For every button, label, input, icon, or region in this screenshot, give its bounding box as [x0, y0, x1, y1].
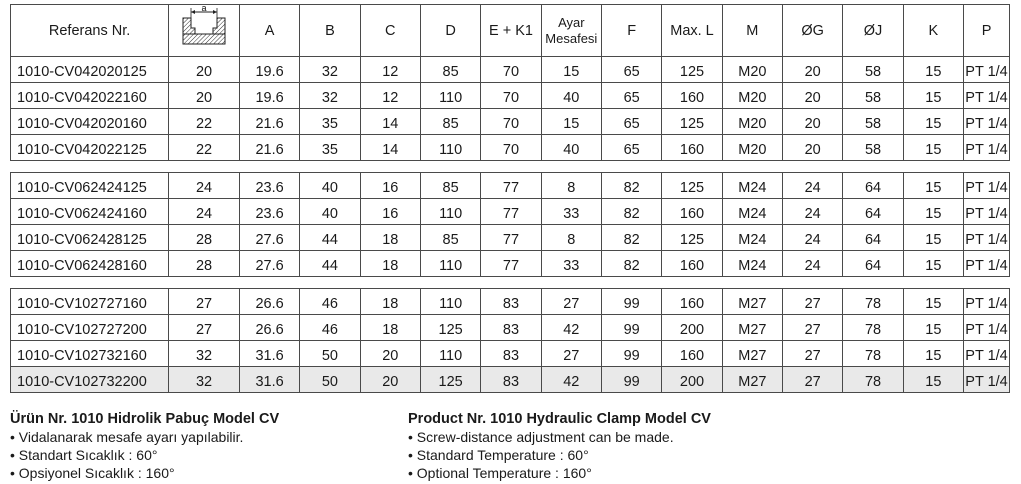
value-cell: PT 1/4 [964, 225, 1010, 251]
value-cell: 15 [903, 251, 963, 277]
reference-cell: 1010-CV062428125 [11, 225, 169, 251]
value-cell: 18 [360, 225, 420, 251]
value-cell: 20 [169, 83, 240, 109]
value-cell: 78 [843, 341, 903, 367]
header-ayar-line2: Mesafesi [545, 30, 598, 46]
table-row [11, 315, 1010, 341]
value-cell: 23.6 [239, 173, 299, 199]
value-cell: 160 [662, 83, 722, 109]
table-row [11, 225, 1010, 251]
table-row [11, 341, 1010, 367]
value-cell: 77 [481, 225, 541, 251]
value-cell: M20 [722, 109, 782, 135]
header-A: A [239, 5, 299, 57]
table-row [11, 289, 1010, 315]
description-line-tr: • Opsiyonel Sıcaklık : 160° [10, 465, 175, 481]
value-cell: 15 [903, 289, 963, 315]
value-cell: 18 [360, 315, 420, 341]
description-title-en: Product Nr. 1010 Hydraulic Clamp Model CV [408, 411, 711, 427]
value-cell: 27 [783, 367, 843, 393]
value-cell: 33 [541, 251, 601, 277]
value-cell: 125 [420, 315, 480, 341]
value-cell: M20 [722, 135, 782, 161]
value-cell: 27 [783, 341, 843, 367]
value-cell: 70 [481, 83, 541, 109]
value-cell: 125 [662, 57, 722, 83]
value-cell: 200 [662, 315, 722, 341]
value-cell: 58 [843, 135, 903, 161]
header-a-diagram [169, 5, 240, 57]
value-cell: 77 [481, 251, 541, 277]
value-cell: M27 [722, 315, 782, 341]
value-cell: PT 1/4 [964, 367, 1010, 393]
group-spacer [11, 277, 1010, 289]
a-dimension-label: a [201, 5, 207, 13]
value-cell: PT 1/4 [964, 173, 1010, 199]
reference-cell: 1010-CV042020125 [11, 57, 169, 83]
description-turkish [10, 410, 279, 482]
spec-table [10, 4, 1010, 393]
value-cell: 20 [783, 109, 843, 135]
value-cell: M20 [722, 57, 782, 83]
value-cell: 27.6 [239, 225, 299, 251]
value-cell: 50 [300, 341, 360, 367]
value-cell: 35 [300, 109, 360, 135]
value-cell: 20 [783, 57, 843, 83]
value-cell: 42 [541, 367, 601, 393]
value-cell: 99 [601, 289, 661, 315]
value-cell: 64 [843, 173, 903, 199]
value-cell: 83 [481, 315, 541, 341]
table-row [11, 173, 1010, 199]
value-cell: 65 [601, 135, 661, 161]
value-cell: PT 1/4 [964, 251, 1010, 277]
value-cell: 82 [601, 225, 661, 251]
value-cell: 15 [903, 173, 963, 199]
description-english [408, 410, 711, 482]
value-cell: 65 [601, 83, 661, 109]
header-B: B [300, 5, 360, 57]
header-K: K [903, 5, 963, 57]
header-row [11, 5, 1010, 57]
table-row [11, 135, 1010, 161]
table-row [11, 109, 1010, 135]
description-line-en: • Optional Temperature : 160° [408, 465, 592, 481]
header-D: D [420, 5, 480, 57]
reference-cell: 1010-CV062424160 [11, 199, 169, 225]
value-cell: 70 [481, 57, 541, 83]
table-row [11, 83, 1010, 109]
value-cell: 78 [843, 289, 903, 315]
value-cell: M27 [722, 341, 782, 367]
value-cell: M24 [722, 251, 782, 277]
value-cell: 160 [662, 199, 722, 225]
value-cell: 160 [662, 251, 722, 277]
value-cell: 70 [481, 109, 541, 135]
value-cell: 15 [903, 109, 963, 135]
value-cell: PT 1/4 [964, 315, 1010, 341]
header-P: P [964, 5, 1010, 57]
value-cell: PT 1/4 [964, 57, 1010, 83]
table-row [11, 199, 1010, 225]
value-cell: 82 [601, 173, 661, 199]
value-cell: 8 [541, 225, 601, 251]
group-spacer [11, 161, 1010, 173]
value-cell: 32 [300, 57, 360, 83]
value-cell: 78 [843, 367, 903, 393]
reference-cell: 1010-CV102727200 [11, 315, 169, 341]
reference-cell: 1010-CV042020160 [11, 109, 169, 135]
slot-profile-icon [179, 6, 229, 52]
value-cell: 44 [300, 225, 360, 251]
table-row [11, 251, 1010, 277]
value-cell: 70 [481, 135, 541, 161]
value-cell: 20 [360, 341, 420, 367]
value-cell: 27 [541, 341, 601, 367]
value-cell: 110 [420, 341, 480, 367]
description-line-tr: • Vidalanarak mesafe ayarı yapılabilir. [10, 429, 244, 445]
value-cell: 35 [300, 135, 360, 161]
group-spacer-cell [11, 161, 1010, 173]
value-cell: 24 [783, 225, 843, 251]
value-cell: 85 [420, 173, 480, 199]
value-cell: 27 [541, 289, 601, 315]
value-cell: 18 [360, 251, 420, 277]
value-cell: 15 [903, 225, 963, 251]
value-cell: 58 [843, 57, 903, 83]
value-cell: PT 1/4 [964, 135, 1010, 161]
value-cell: 85 [420, 225, 480, 251]
value-cell: 125 [420, 367, 480, 393]
value-cell: PT 1/4 [964, 289, 1010, 315]
value-cell: 50 [300, 367, 360, 393]
value-cell: 31.6 [239, 341, 299, 367]
value-cell: 200 [662, 367, 722, 393]
value-cell: 21.6 [239, 109, 299, 135]
value-cell: PT 1/4 [964, 341, 1010, 367]
table-body [11, 57, 1010, 393]
value-cell: 125 [662, 109, 722, 135]
value-cell: 15 [903, 367, 963, 393]
header-ref: Referans Nr. [11, 5, 169, 57]
group-spacer-cell [11, 277, 1010, 289]
value-cell: 160 [662, 341, 722, 367]
value-cell: M24 [722, 173, 782, 199]
value-cell: 28 [169, 225, 240, 251]
value-cell: M24 [722, 199, 782, 225]
value-cell: 40 [541, 83, 601, 109]
value-cell: 24 [783, 251, 843, 277]
value-cell: M24 [722, 225, 782, 251]
reference-cell: 1010-CV062424125 [11, 173, 169, 199]
value-cell: 33 [541, 199, 601, 225]
value-cell: 160 [662, 135, 722, 161]
value-cell: 14 [360, 135, 420, 161]
value-cell: 64 [843, 225, 903, 251]
header-F: F [601, 5, 661, 57]
value-cell: 125 [662, 225, 722, 251]
value-cell: 20 [783, 83, 843, 109]
value-cell: 32 [169, 341, 240, 367]
value-cell: 125 [662, 173, 722, 199]
value-cell: 27 [169, 315, 240, 341]
value-cell: 26.6 [239, 289, 299, 315]
value-cell: 18 [360, 289, 420, 315]
value-cell: 40 [300, 173, 360, 199]
value-cell: 24 [169, 173, 240, 199]
value-cell: 20 [360, 367, 420, 393]
header-ayar-line1: Ayar [558, 14, 585, 30]
value-cell: 16 [360, 199, 420, 225]
value-cell: 15 [903, 199, 963, 225]
value-cell: 22 [169, 109, 240, 135]
value-cell: 78 [843, 315, 903, 341]
reference-cell: 1010-CV102732200 [11, 367, 169, 393]
value-cell: 110 [420, 251, 480, 277]
value-cell: 20 [783, 135, 843, 161]
value-cell: 15 [903, 315, 963, 341]
value-cell: PT 1/4 [964, 199, 1010, 225]
value-cell: 160 [662, 289, 722, 315]
description-line-tr: • Standart Sıcaklık : 60° [10, 447, 158, 463]
value-cell: 15 [903, 83, 963, 109]
table-row [11, 367, 1010, 393]
value-cell: 21.6 [239, 135, 299, 161]
value-cell: 20 [169, 57, 240, 83]
value-cell: 99 [601, 315, 661, 341]
value-cell: 24 [169, 199, 240, 225]
value-cell: 8 [541, 173, 601, 199]
value-cell: 82 [601, 251, 661, 277]
value-cell: 26.6 [239, 315, 299, 341]
value-cell: 23.6 [239, 199, 299, 225]
value-cell: 77 [481, 199, 541, 225]
value-cell: 64 [843, 199, 903, 225]
value-cell: 42 [541, 315, 601, 341]
value-cell: 110 [420, 83, 480, 109]
value-cell: 15 [903, 57, 963, 83]
value-cell: 65 [601, 109, 661, 135]
header-J: ØJ [843, 5, 903, 57]
value-cell: 77 [481, 173, 541, 199]
value-cell: 83 [481, 289, 541, 315]
value-cell: 19.6 [239, 83, 299, 109]
value-cell: 83 [481, 341, 541, 367]
value-cell: 24 [783, 173, 843, 199]
value-cell: 27.6 [239, 251, 299, 277]
value-cell: 58 [843, 83, 903, 109]
value-cell: 28 [169, 251, 240, 277]
header-C: C [360, 5, 420, 57]
value-cell: 58 [843, 109, 903, 135]
value-cell: 32 [300, 83, 360, 109]
value-cell: 64 [843, 251, 903, 277]
reference-cell: 1010-CV062428160 [11, 251, 169, 277]
value-cell: 83 [481, 367, 541, 393]
value-cell: 12 [360, 57, 420, 83]
value-cell: 40 [300, 199, 360, 225]
value-cell: 27 [783, 289, 843, 315]
value-cell: 12 [360, 83, 420, 109]
description-line-en: • Screw-distance adjustment can be made. [408, 429, 674, 445]
reference-cell: 1010-CV102732160 [11, 341, 169, 367]
value-cell: 85 [420, 109, 480, 135]
reference-cell: 1010-CV042022160 [11, 83, 169, 109]
value-cell: 15 [541, 57, 601, 83]
value-cell: PT 1/4 [964, 83, 1010, 109]
value-cell: 46 [300, 289, 360, 315]
value-cell: 31.6 [239, 367, 299, 393]
reference-cell: 1010-CV102727160 [11, 289, 169, 315]
value-cell: 110 [420, 135, 480, 161]
value-cell: 99 [601, 341, 661, 367]
header-M: M [722, 5, 782, 57]
header-G: ØG [783, 5, 843, 57]
value-cell: 46 [300, 315, 360, 341]
value-cell: PT 1/4 [964, 109, 1010, 135]
value-cell: 14 [360, 109, 420, 135]
value-cell: 15 [903, 135, 963, 161]
value-cell: 15 [903, 341, 963, 367]
value-cell: 22 [169, 135, 240, 161]
description-line-en: • Standard Temperature : 60° [408, 447, 589, 463]
value-cell: 44 [300, 251, 360, 277]
value-cell: 24 [783, 199, 843, 225]
value-cell: M20 [722, 83, 782, 109]
header-EK1: E + K1 [481, 5, 541, 57]
value-cell: 82 [601, 199, 661, 225]
value-cell: 85 [420, 57, 480, 83]
value-cell: 32 [169, 367, 240, 393]
description-title-tr: Ürün Nr. 1010 Hidrolik Pabuç Model CV [10, 411, 280, 427]
value-cell: 99 [601, 367, 661, 393]
value-cell: 16 [360, 173, 420, 199]
value-cell: 19.6 [239, 57, 299, 83]
value-cell: 27 [783, 315, 843, 341]
header-ayar-mesafesi [541, 5, 601, 57]
value-cell: 40 [541, 135, 601, 161]
value-cell: 27 [169, 289, 240, 315]
reference-cell: 1010-CV042022125 [11, 135, 169, 161]
value-cell: 110 [420, 199, 480, 225]
value-cell: 15 [541, 109, 601, 135]
value-cell: 110 [420, 289, 480, 315]
value-cell: M27 [722, 367, 782, 393]
header-maxL: Max. L [662, 5, 722, 57]
table-row [11, 57, 1010, 83]
value-cell: M27 [722, 289, 782, 315]
value-cell: 65 [601, 57, 661, 83]
